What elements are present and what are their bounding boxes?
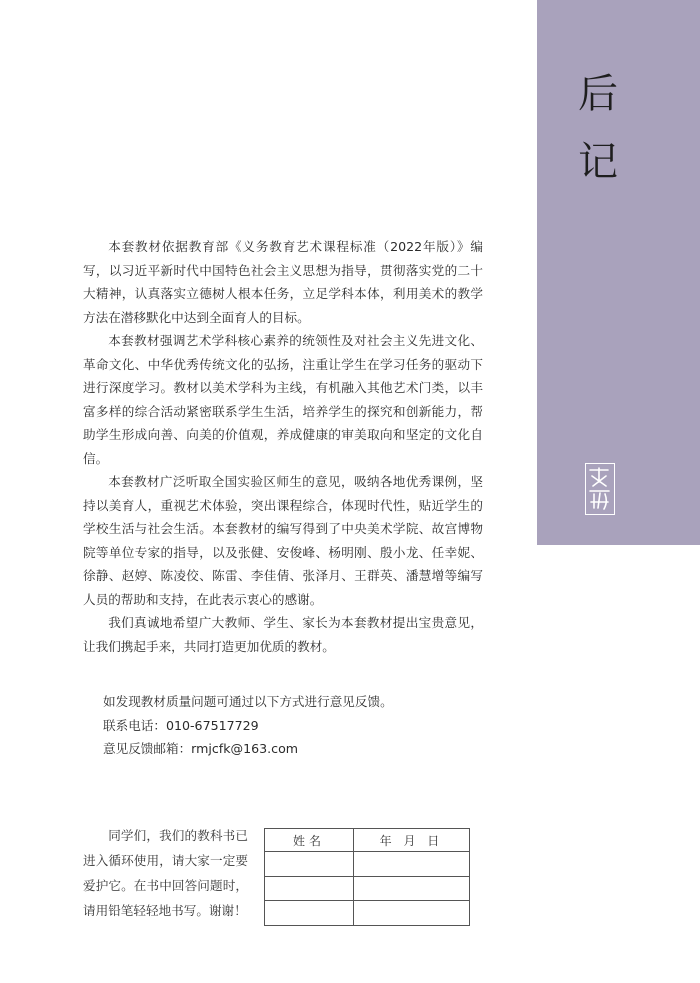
contact-phone: 联系电话：010-67517729 — [103, 717, 259, 733]
side-title-char-2: 记 — [578, 139, 618, 185]
date-cell[interactable] — [354, 852, 470, 877]
table-header-row — [265, 829, 470, 852]
student-note: 同学们，我们的教科书已进入循环使用，请大家一定要爱护它。在书中回答问题时，请用铅笔轻轻地书写。谢谢！ — [83, 828, 248, 918]
header-date: 年 月 日 — [354, 829, 470, 852]
date-cell[interactable] — [354, 876, 470, 901]
contact-email: 意见反馈邮箱：rmjcfk@163.com — [103, 741, 299, 756]
name-cell[interactable] — [265, 901, 354, 926]
table-row — [265, 876, 470, 901]
paragraph-2: 本套教材强调艺术学科核心素养的统领性及对社会主义先进文化、革命文化、中华优秀传统文化的弘扬，注重让学生在学习任务的驱动下进行深度学习。教材以美术学科为主线，有机融入其他艺术门类，以丰富多样的综合活动紧密联系学生生活，培养学生的探究和创新能力，帮助学生形成向善、向美的价值观，养成健康的审美取向和坚定的文化自信。 — [83, 333, 483, 466]
side-title-char-1: 后 — [578, 71, 618, 117]
usage-record-table — [264, 828, 470, 926]
table-row — [265, 901, 470, 926]
feedback-contact — [103, 690, 483, 761]
feedback-intro: 如发现教材质量问题可通过以下方式进行意见反馈。 — [103, 694, 393, 709]
afterword-body — [83, 235, 483, 658]
header-name: 姓名 — [265, 829, 354, 852]
paragraph-4: 我们真诚地希望广大教师、学生、家长为本套教材提出宝贵意见，让我们携起手来，共同打造更加优质的教材。 — [83, 615, 483, 654]
paragraph-1: 本套教材依据教育部《义务教育艺术课程标准（2022年版）》编写，以习近平新时代中国特色社会主义思想为指导，贯彻落实党的二十大精神，认真落实立德树人根本任务，立足学科本体，利用美术的教学方法在潜移默化中达到全面育人的目标。 — [83, 239, 483, 325]
date-cell[interactable] — [354, 901, 470, 926]
name-cell[interactable] — [265, 852, 354, 877]
paragraph-3: 本套教材广泛听取全国实验区师生的意见，吸纳各地优秀课例，坚持以美育人，重视艺术体验，突出课程综合，体现时代性，贴近学生的学校生活与社会生活。本套教材的编写得到了中央美术学院、故宫博物院等单位专家的指导，以及张健、安俊峰、杨明刚、殷小龙、任幸妮、徐静、赵婷、陈凌佼、陈雷、李佳倩、张泽月、王群英、潘慧增等编写人员的帮助和支持，在此表示衷心的感谢。 — [83, 474, 483, 607]
seal-stamp-icon — [585, 463, 615, 515]
table-row — [265, 852, 470, 877]
name-cell[interactable] — [265, 876, 354, 901]
